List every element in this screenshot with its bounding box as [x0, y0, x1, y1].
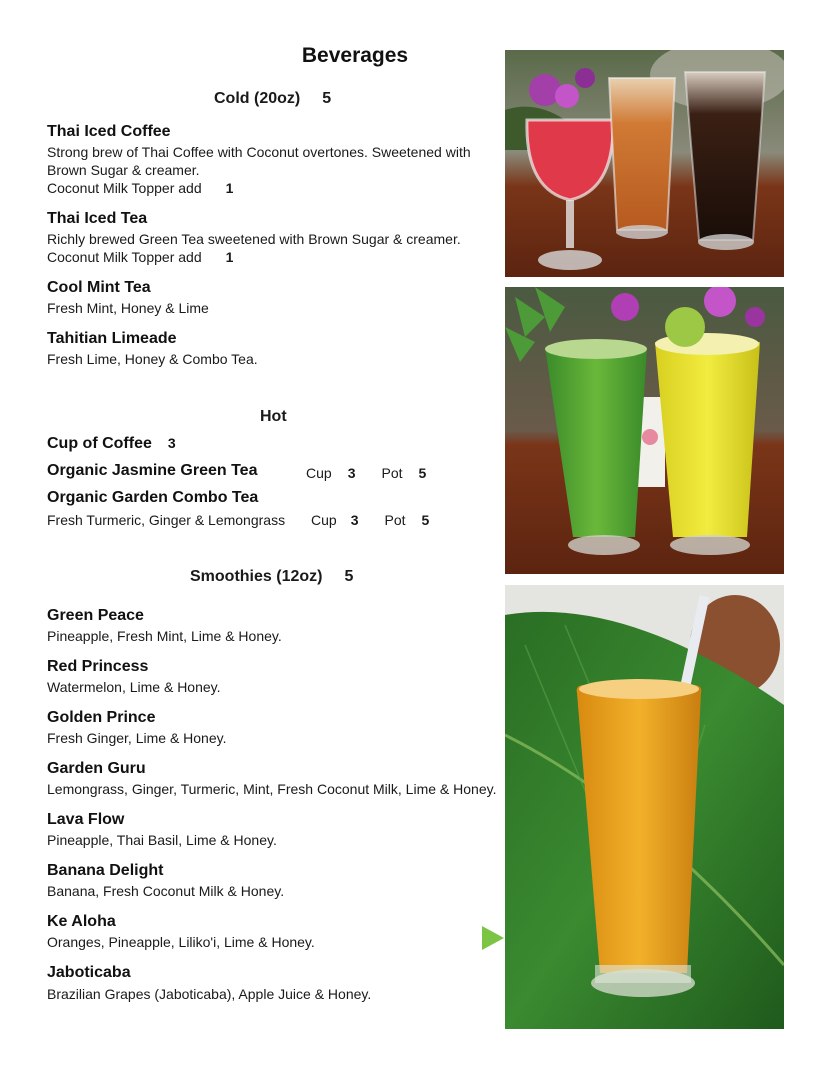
item-name-garden-combo-tea: Organic Garden Combo Tea: [47, 489, 259, 506]
item-desc-thai-iced-tea: Richly brewed Green Tea sweetened with Brown Sugar & creamer.: [47, 231, 461, 247]
cold-price: 5: [322, 90, 332, 107]
hot-item-cup-of-coffee: [47, 435, 176, 453]
item-name-jaboticaba: Jaboticaba: [47, 964, 131, 981]
cup-pot-prices-combo: [311, 511, 429, 529]
cup-pot-prices-jasmine: [306, 464, 426, 482]
item-desc-green-peace: Pineapple, Fresh Mint, Lime & Honey.: [47, 628, 282, 644]
photo-green-yellow-drinks: [505, 287, 784, 574]
item-desc-red-princess: Watermelon, Lime & Honey.: [47, 679, 221, 695]
photo-orange-smoothie: [505, 585, 784, 1029]
addon-label: Coconut Milk Topper add: [47, 249, 202, 265]
addon-price: 1: [225, 249, 234, 265]
addon-thai-iced-tea: [47, 248, 233, 266]
item-name-banana-delight: Banana Delight: [47, 862, 164, 879]
item-desc-ke-aloha: Oranges, Pineapple, Liliko'i, Lime & Honey.: [47, 934, 315, 950]
price-cup-of-coffee: 3: [167, 435, 176, 451]
addon-label: Coconut Milk Topper add: [47, 180, 202, 196]
smoothies-heading-label: Smoothies (12oz): [190, 568, 323, 585]
item-desc-cool-mint-tea: Fresh Mint, Honey & Lime: [47, 300, 209, 316]
pot-price: 5: [421, 512, 430, 528]
item-name-lava-flow: Lava Flow: [47, 811, 125, 828]
cold-heading-label: Cold (20oz): [214, 90, 301, 107]
item-name-green-peace: Green Peace: [47, 607, 144, 624]
page-title: Beverages: [301, 44, 409, 67]
item-desc-tahitian-limeade: Fresh Lime, Honey & Combo Tea.: [47, 351, 258, 367]
cup-label: Cup: [306, 465, 332, 481]
addon-thai-iced-coffee: [47, 179, 233, 197]
item-name-cup-of-coffee: Cup of Coffee: [47, 435, 152, 452]
smoothies-price: 5: [344, 568, 354, 585]
pot-price: 5: [418, 465, 427, 481]
item-desc-banana-delight: Banana, Fresh Coconut Milk & Honey.: [47, 883, 285, 899]
item-name-ke-aloha: Ke Aloha: [47, 913, 116, 930]
cup-price: 3: [347, 465, 356, 481]
item-name-garden-guru: Garden Guru: [47, 760, 146, 777]
item-name-thai-iced-coffee: Thai Iced Coffee: [47, 123, 171, 140]
item-name-golden-prince: Golden Prince: [47, 709, 156, 726]
hot-section-heading: Hot: [260, 408, 287, 425]
item-name-thai-iced-tea: Thai Iced Tea: [47, 210, 148, 227]
cup-label: Cup: [311, 512, 337, 528]
item-name-tahitian-limeade: Tahitian Limeade: [47, 330, 177, 347]
item-desc-lava-flow: Pineapple, Thai Basil, Lime & Honey.: [47, 832, 277, 848]
item-desc-jaboticaba: Brazilian Grapes (Jaboticaba), Apple Juice & Honey.: [47, 986, 372, 1002]
cup-price: 3: [350, 512, 359, 528]
item-desc-golden-prince: Fresh Ginger, Lime & Honey.: [47, 730, 227, 746]
item-name-red-princess: Red Princess: [47, 658, 149, 675]
item-desc-garden-combo-tea: Fresh Turmeric, Ginger & Lemongrass: [47, 512, 286, 528]
item-desc-garden-guru: Lemongrass, Ginger, Turmeric, Mint, Fresh Coconut Milk, Lime & Honey.: [47, 781, 497, 797]
green-triangle-arrow-icon: [482, 926, 504, 950]
pot-label: Pot: [381, 465, 403, 481]
item-name-cool-mint-tea: Cool Mint Tea: [47, 279, 151, 296]
item-desc-thai-iced-coffee: Strong brew of Thai Coffee with Coconut overtones. Sweetened with Brown Sugar & creamer.: [47, 144, 471, 178]
item-name-jasmine-green-tea: Organic Jasmine Green Tea: [47, 462, 258, 479]
cold-section-heading: [214, 90, 331, 108]
smoothies-section-heading: [190, 568, 353, 586]
photo-iced-drinks: [505, 50, 784, 277]
addon-price: 1: [225, 180, 234, 196]
pot-label: Pot: [384, 512, 406, 528]
